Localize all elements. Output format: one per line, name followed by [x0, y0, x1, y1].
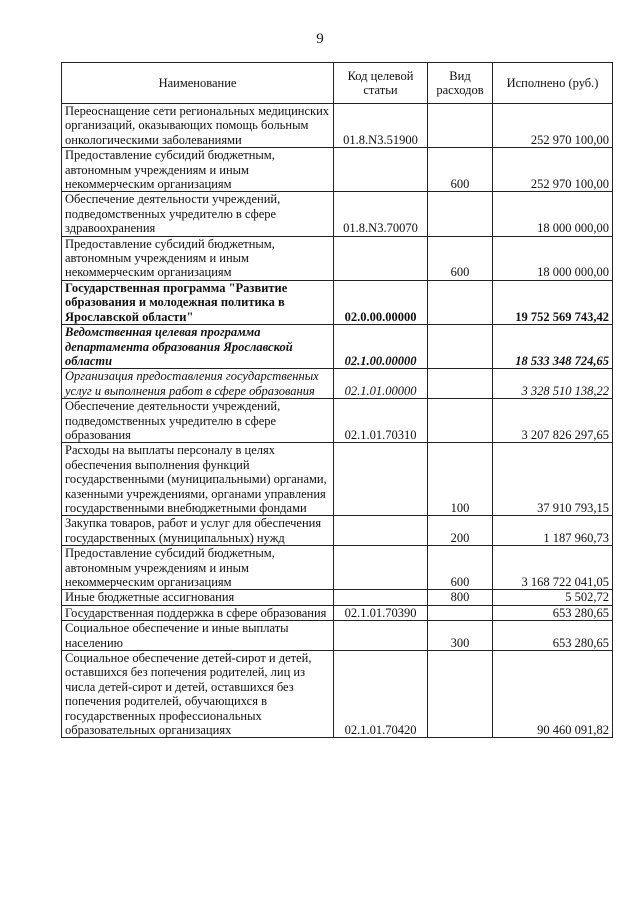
row-amount-cell: 653 280,65 — [493, 621, 613, 651]
table-row — [62, 148, 613, 192]
header-name: Наименование — [62, 63, 334, 104]
row-name-cell: Государственная программа "Развитие образования и молодежная политика в Ярославской области" — [62, 280, 334, 324]
row-name-cell: Расходы на выплаты персоналу в целях обеспечения выполнения функций государственными (муниципальными) органами, казенными учреждениями, органами управления государственными внебюджетными фондами — [62, 443, 334, 516]
row-kind-cell: 800 — [428, 590, 493, 605]
table-row — [62, 192, 613, 236]
row-code-cell — [334, 148, 428, 192]
table-row — [62, 590, 613, 605]
row-kind-cell — [428, 399, 493, 443]
row-amount-cell: 5 502,72 — [493, 590, 613, 605]
row-name-cell: Предоставление субсидий бюджетным, автономным учреждениям и иным некоммерческим организациям — [62, 148, 334, 192]
table-row — [62, 546, 613, 590]
row-name-cell: Государственная поддержка в сфере образования — [62, 605, 334, 620]
row-name-cell: Ведомственная целевая программа департамента образования Ярославской области — [62, 325, 334, 369]
budget-table — [61, 62, 613, 738]
row-kind-cell: 600 — [428, 236, 493, 280]
row-name-cell: Социальное обеспечение детей-сирот и детей, оставшихся без попечения родителей, лиц из числа детей-сирот и детей, оставшихся без попечения родителей, обучающихся в государственных профессиональных образовательных организациях — [62, 651, 334, 738]
row-kind-cell — [428, 325, 493, 369]
row-kind-cell — [428, 280, 493, 324]
row-name-cell: Закупка товаров, работ и услуг для обеспечения государственных (муниципальных) нужд — [62, 516, 334, 546]
table-row — [62, 516, 613, 546]
page-number: 9 — [316, 31, 324, 47]
row-name-cell: Обеспечение деятельности учреждений, подведомственных учредителю в сфере здравоохранения — [62, 192, 334, 236]
header-amount: Исполнено (руб.) — [493, 63, 613, 104]
row-amount-cell: 252 970 100,00 — [493, 104, 613, 148]
row-name-cell: Социальное обеспечение и иные выплаты населению — [62, 621, 334, 651]
row-code-cell: 02.0.00.00000 — [334, 280, 428, 324]
row-amount-cell: 18 000 000,00 — [493, 192, 613, 236]
table-header-row — [62, 63, 613, 104]
row-amount-cell: 252 970 100,00 — [493, 148, 613, 192]
row-code-cell: 02.1.01.70420 — [334, 651, 428, 738]
table-row — [62, 443, 613, 516]
row-kind-cell — [428, 104, 493, 148]
row-code-cell: 02.1.01.00000 — [334, 369, 428, 399]
row-amount-cell: 1 187 960,73 — [493, 516, 613, 546]
row-name-cell: Предоставление субсидий бюджетным, автономным учреждениям и иным некоммерческим организациям — [62, 546, 334, 590]
row-code-cell — [334, 621, 428, 651]
row-amount-cell: 90 460 091,82 — [493, 651, 613, 738]
row-name-cell: Переоснащение сети региональных медицинских организаций, оказывающих помощь больным онкологическими заболеваниями — [62, 104, 334, 148]
row-code-cell — [334, 590, 428, 605]
table-row — [62, 399, 613, 443]
row-code-cell: 01.8.N3.70070 — [334, 192, 428, 236]
row-kind-cell — [428, 651, 493, 738]
row-amount-cell: 3 207 826 297,65 — [493, 399, 613, 443]
row-code-cell: 02.1.01.70390 — [334, 605, 428, 620]
table-row — [62, 605, 613, 620]
row-code-cell: 02.1.01.70310 — [334, 399, 428, 443]
row-kind-cell: 200 — [428, 516, 493, 546]
row-amount-cell: 19 752 569 743,42 — [493, 280, 613, 324]
row-kind-cell: 600 — [428, 546, 493, 590]
table-row — [62, 325, 613, 369]
row-code-cell — [334, 516, 428, 546]
table-row — [62, 651, 613, 738]
row-code-cell: 01.8.N3.51900 — [334, 104, 428, 148]
row-kind-cell: 300 — [428, 621, 493, 651]
row-amount-cell: 3 328 510 138,22 — [493, 369, 613, 399]
row-name-cell: Предоставление субсидий бюджетным, автономным учреждениям и иным некоммерческим организациям — [62, 236, 334, 280]
row-amount-cell: 653 280,65 — [493, 605, 613, 620]
row-kind-cell — [428, 192, 493, 236]
header-kind: Вид расходов — [428, 63, 493, 104]
header-code: Код целевой статьи — [334, 63, 428, 104]
row-code-cell: 02.1.00.00000 — [334, 325, 428, 369]
row-code-cell — [334, 546, 428, 590]
row-kind-cell: 600 — [428, 148, 493, 192]
table-row — [62, 236, 613, 280]
row-amount-cell: 18 533 348 724,65 — [493, 325, 613, 369]
row-amount-cell: 18 000 000,00 — [493, 236, 613, 280]
row-code-cell — [334, 443, 428, 516]
row-name-cell: Иные бюджетные ассигнования — [62, 590, 334, 605]
table-row — [62, 369, 613, 399]
row-kind-cell: 100 — [428, 443, 493, 516]
row-amount-cell: 3 168 722 041,05 — [493, 546, 613, 590]
table-row — [62, 280, 613, 324]
row-kind-cell — [428, 369, 493, 399]
row-code-cell — [334, 236, 428, 280]
row-amount-cell: 37 910 793,15 — [493, 443, 613, 516]
row-name-cell: Обеспечение деятельности учреждений, подведомственных учредителю в сфере образования — [62, 399, 334, 443]
row-kind-cell — [428, 605, 493, 620]
table-row — [62, 621, 613, 651]
table-row — [62, 104, 613, 148]
row-name-cell: Организация предоставления государственных услуг и выполнения работ в сфере образования — [62, 369, 334, 399]
